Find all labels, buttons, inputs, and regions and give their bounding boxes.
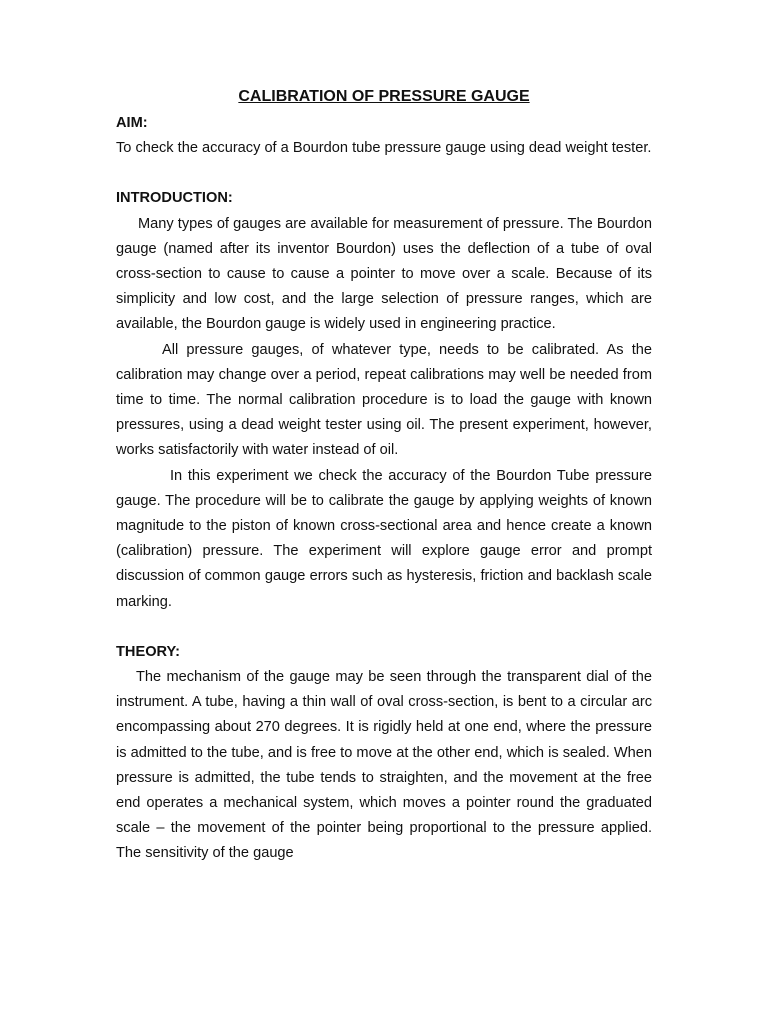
section-spacer	[116, 615, 652, 640]
introduction-paragraph-3: In this experiment we check the accuracy of the Bourdon Tube pressure gauge. The procedure will be to calibrate the gauge by applying weights of known magnitude to the piston of known cross-sectional area and hence create a known (calibration) pressure. The experiment will explore gauge error and prompt discussion of common gauge errors such as hysteresis, friction and backlash scale marking.	[116, 467, 652, 610]
introduction-heading: INTRODUCTION:	[116, 190, 233, 207]
theory-heading: THEORY:	[116, 643, 181, 660]
theory-paragraph-1: The mechanism of the gauge may be seen through the transparent dial of the instrument. A tube, having a thin wall of oval cross-section, is bent to a circular arc encompassing about 270 degrees. It is rigidly held at one end, where the pressure is admitted to the tube, and is free to move at the other end, which is sealed. When pressure is admitted, the tube tends to straighten, and the movement at the free end operates a mechanical system, which moves a pointer round the graduated scale – the movement of the pointer being proportional to the pressure applied. The sensitivity of the gauge	[116, 669, 652, 862]
aim-heading: AIM:	[116, 115, 148, 131]
introduction-paragraph-2: All pressure gauges, of whatever type, needs to be calibrated. As the calibration may change over a period, repeat calibrations may well be needed from time to time. The normal calibration procedure is to load the gauge with known pressures, using a dead weight tester using oil. The present experiment, however, works satisfactorily with water instead of oil.	[116, 341, 652, 459]
aim-text: To check the accuracy of a Bourdon tube pressure gauge using dead weight tester.	[116, 140, 652, 157]
document-title: CALIBRATION OF PRESSURE GAUGE	[238, 88, 530, 105]
section-spacer	[116, 161, 652, 186]
introduction-paragraph-1: Many types of gauges are available for measurement of pressure. The Bourdon gauge (named after its inventor Bourdon) uses the deflection of a tube of oval cross-section to cause to cause a pointer to move over a scale. Because of its simplicity and low cost, and the large selection of pressure ranges, which are available, the Bourdon gauge is widely used in engineering practice.	[116, 215, 652, 333]
document-body	[116, 86, 652, 867]
